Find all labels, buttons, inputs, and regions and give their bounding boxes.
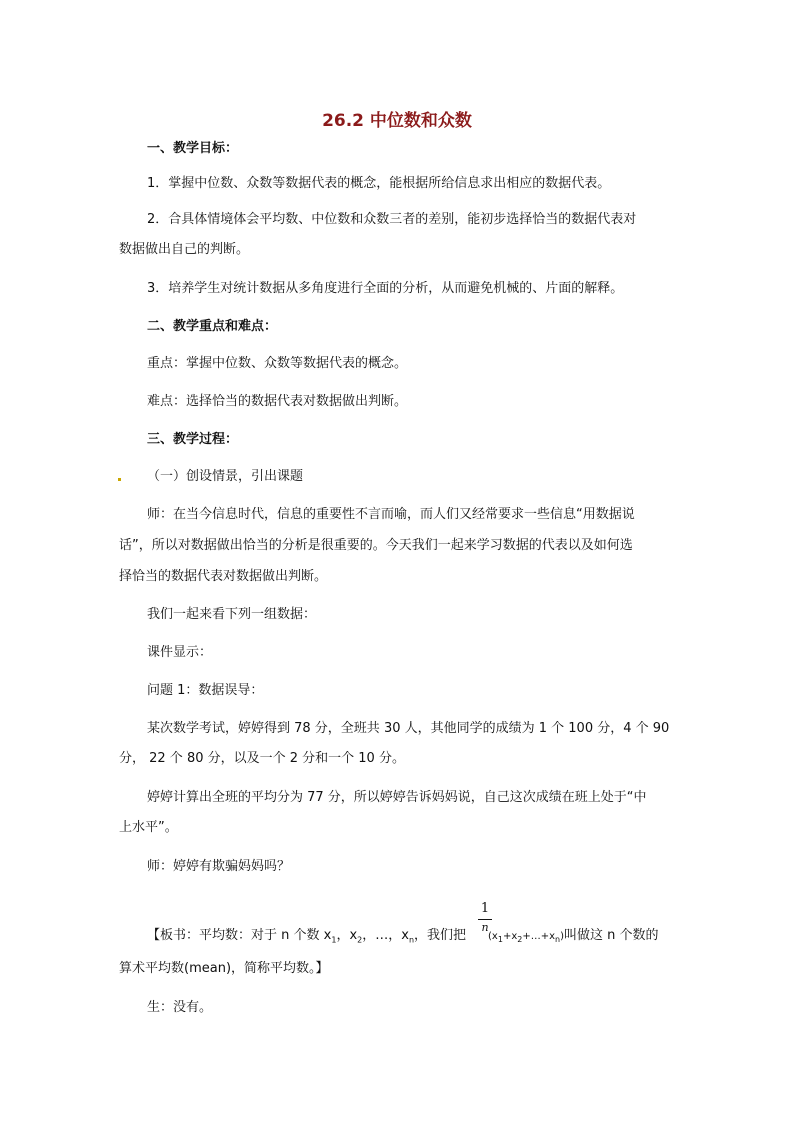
expr-sub-1: 1 <box>497 935 503 944</box>
expr-plus-1: +x <box>502 931 518 942</box>
student-answer: 生：没有。 <box>147 1000 213 1015</box>
teacher-line-3: 择恰当的数据代表对数据做出判断。 <box>119 569 328 584</box>
teacher-line-1: 师：在当今信息时代，信息的重要性不言而喻，而人们又经常要求一些信息“用数据说 <box>147 507 635 522</box>
bullet-mark <box>118 478 121 481</box>
goal-2-line-2: 数据做出自己的判断。 <box>119 242 250 257</box>
expr-sub-2: 2 <box>517 935 523 944</box>
board-text-c: ，…，x <box>362 928 409 943</box>
expr-sub-n: n <box>555 935 561 944</box>
fraction-denominator: n <box>481 921 489 934</box>
page-title: 26.2 中位数和众数 <box>322 111 472 131</box>
teacher-line-2: 话”，所以对数据做出恰当的分析是很重要的。今天我们一起来学习数据的代表以及如何选 <box>119 538 633 553</box>
teacher-question: 师：婷婷有欺骗妈妈吗？ <box>147 859 291 874</box>
goals-heading: 一、教学目标： <box>147 141 239 156</box>
sub-2: 2 <box>357 935 363 945</box>
expr-close: ) <box>560 931 565 942</box>
sub-1: 1 <box>331 935 337 945</box>
board-text-a: 【板书：平均数：对于 n 个数 x <box>147 928 332 943</box>
exam-line-2: 分， 22 个 80 分，以及一个 2 分和一个 10 分。 <box>119 751 405 766</box>
board-text-b: ，x <box>336 928 358 943</box>
courseware: 课件显示： <box>147 645 213 660</box>
expr-open: (x <box>488 931 498 942</box>
goal-1: 1．掌握中位数、众数等数据代表的概念，能根据所给信息求出相应的数据代表。 <box>147 176 611 191</box>
board-line-1 <box>147 927 659 950</box>
key-point: 重点：掌握中位数、众数等数据代表的概念。 <box>147 356 408 371</box>
goal-2-line-1: 2．合具体情境体会平均数、中位数和众数三者的差别，能初步选择恰当的数据代表对 <box>147 212 637 227</box>
process-heading: 三、教学过程： <box>147 432 239 447</box>
exam-line-1: 某次数学考试，婷婷得到 78 分，全班共 30 人，其他同学的成绩为 1 个 100 分，4 个 90 <box>147 721 670 736</box>
board-line-2: 算术平均数(mean)，简称平均数。】 <box>119 961 329 976</box>
goal-3: 3．培养学生对统计数据从多角度进行全面的分析，从而避免机械的、片面的解释。 <box>147 281 624 296</box>
difficult-point: 难点：选择恰当的数据代表对数据做出判断。 <box>147 394 408 409</box>
step-1: （一）创设情景，引出课题 <box>147 469 304 484</box>
look-data: 我们一起来看下列一组数据： <box>147 607 317 622</box>
problem-1: 问题 1：数据误导： <box>147 683 264 698</box>
expr-plus-2: +…+x <box>522 931 556 942</box>
fraction-bar <box>478 919 492 920</box>
sum-expression <box>488 931 564 942</box>
fraction-numerator: 1 <box>480 901 490 916</box>
board-text-e: 叫做这 n 个数的 <box>564 928 659 943</box>
tingting-line-1: 婷婷计算出全班的平均分为 77 分，所以婷婷告诉妈妈说，自己这次成绩在班上处于“中 <box>147 790 647 805</box>
key-heading: 二、教学重点和难点： <box>147 319 278 334</box>
sub-n: n <box>408 935 415 945</box>
tingting-line-2: 上水平”。 <box>119 820 178 835</box>
board-text-d: ，我们把 <box>414 928 467 943</box>
